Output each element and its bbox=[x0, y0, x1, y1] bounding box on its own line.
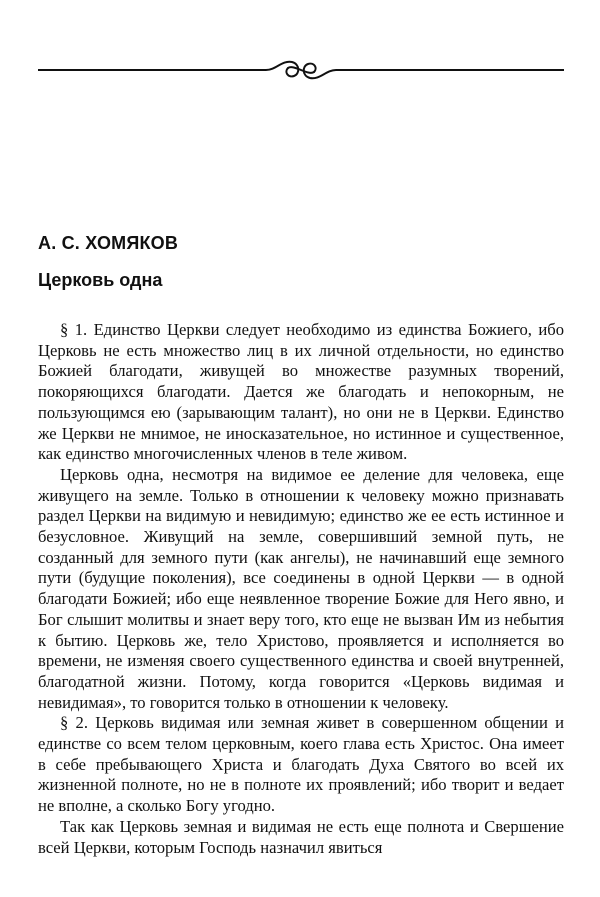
paragraph-1: § 1. Единство Церкви следует необходимо из единства Божиего, ибо Церковь не есть множество лиц в их личной отдельности, но единство Божией благодати, живущей во множестве разумных творений, покоряющихся благодати. Дается же благодать и непокорным, не пользующимся ею (зарывающим талант), но они не в Церкви. Единство же Церкви не мнимое, не иносказательное, но истинное и существенное, как единство многочисленных членов в теле живом. bbox=[38, 320, 564, 464]
author-name: А. С. ХОМЯКОВ bbox=[38, 233, 179, 253]
ornament-divider bbox=[38, 55, 564, 85]
paragraph-4: Так как Церковь земная и видимая не есть еще полнота и Свершение всей Церкви, которым Господь назначил явиться bbox=[38, 816, 564, 857]
article-body bbox=[38, 320, 564, 858]
article-title: Церковь одна bbox=[38, 270, 163, 290]
paragraph-3: § 2. Церковь видимая или земная живет в совершенном общении и единстве со всем телом церковным, коего глава есть Христос. Она имеет в себе пребывающего Христа и благодать Духа Святого во всей их жизненной полноте, но не в полноте их проявлений; ибо творит и ведает не вполне, а сколько Богу угодно. bbox=[38, 713, 564, 816]
paragraph-2: Церковь одна, несмотря на видимое ее деление для человека, еще живущего на земле. Только в отношении к человеку можно признавать раздел Церкви на видимую и невидимую; единство же ее есть истинное и безусловное. Живущий на земле, совершивший земной путь, не созданный для земного пути (как ангелы), не начинавший еще земного пути (будущие поколения), все соединены в одной Церкви — в одной благодати Божией; ибо еще неявленное творение Божие для Него явно, и Бог слышит молитвы и знает веру того, кто еще не вызван Им из небытия к бытию. Церковь же, тело Христово, проявляется и исполняется во времени, не изменяя своего существенного единства и своей внутренней, благодатной жизни. Потому, когда говорится «Церковь видимая и невидимая», то говорится только в отношении к человеку. bbox=[38, 464, 564, 712]
flourish-icon bbox=[266, 62, 336, 79]
